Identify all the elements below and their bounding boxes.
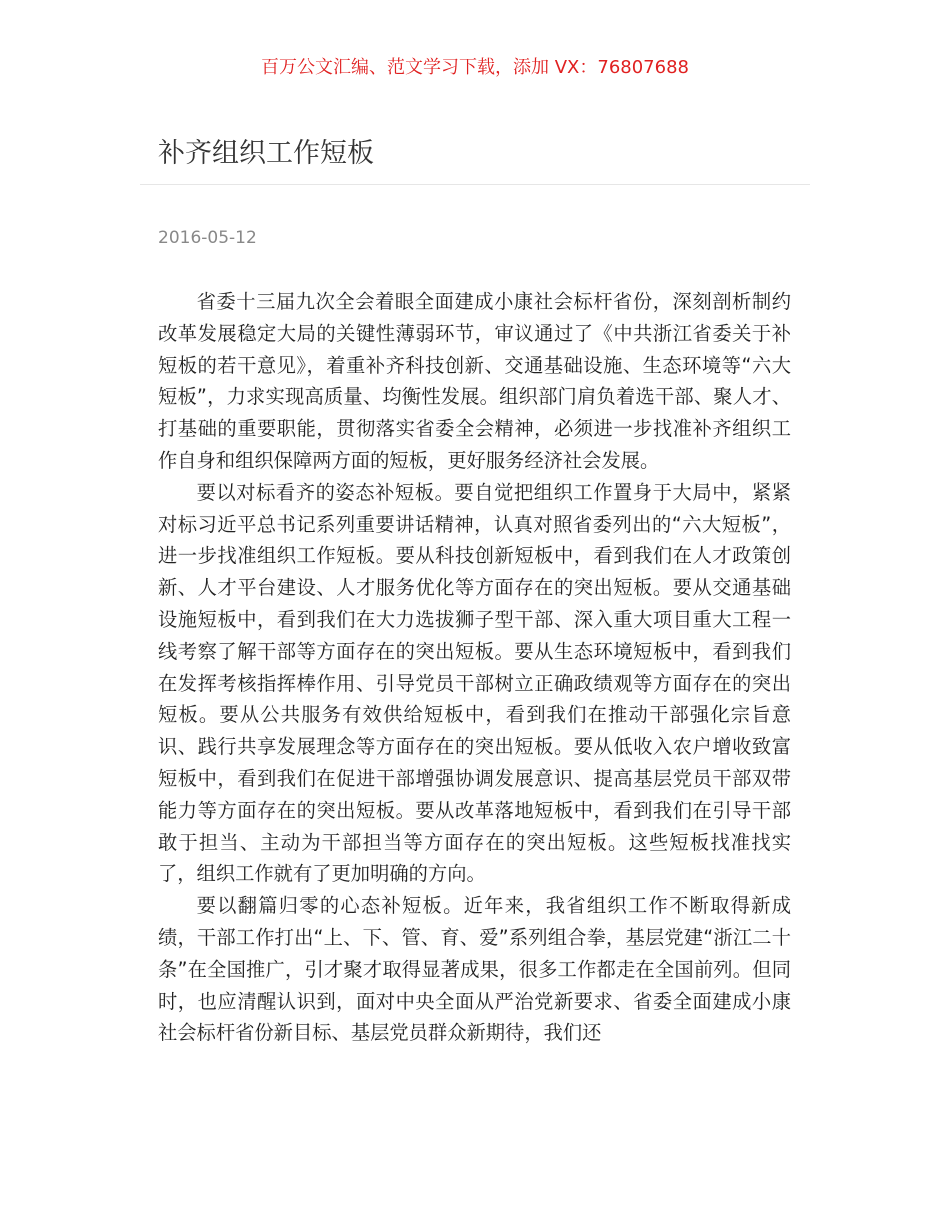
publish-date: 2016-05-12 <box>158 228 257 248</box>
article-title: 补齐组织工作短板 <box>158 138 374 169</box>
promo-banner: 百万公文汇编、范文学习下载，添加 VX：76807688 <box>261 57 689 78</box>
article-body <box>158 286 791 1049</box>
title-divider <box>140 184 810 185</box>
paragraph: 要以对标看齐的姿态补短板。要自觉把组织工作置身于大局中，紧紧对标习近平总书记系列重要讲话精神，认真对照省委列出的“六大短板”，进一步找准组织工作短板。要从科技创新短板中，看到我们在人才政策创新、人才平台建设、人才服务优化等方面存在的突出短板。要从交通基础设施短板中，看到我们在大力选拔狮子型干部、深入重大项目重大工程一线考察了解干部等方面存在的突出短板。要从生态环境短板中，看到我们在发挥考核指挥棒作用、引导党员干部树立正确政绩观等方面存在的突出短板。要从公共服务有效供给短板中，看到我们在推动干部强化宗旨意识、践行共享发展理念等方面存在的突出短板。要从低收入农户增收致富短板中，看到我们在促进干部增强协调发展意识、提高基层党员干部双带能力等方面存在的突出短板。要从改革落地短板中，看到我们在引导干部敢于担当、主动为干部担当等方面存在的突出短板。这些短板找准找实了，组织工作就有了更加明确的方向。 <box>158 480 791 886</box>
paragraph: 省委十三届九次全会着眼全面建成小康社会标杆省份，深刻剖析制约改革发展稳定大局的关键性薄弱环节，审议通过了《中共浙江省委关于补短板的若干意见》，着重补齐科技创新、交通基础设施、生态环境等“六大短板”，力求实现高质量、均衡性发展。组织部门肩负着选干部、聚人才、打基础的重要职能，贯彻落实省委全会精神，必须进一步找准补齐组织工作自身和组织保障两方面的短板，更好服务经济社会发展。 <box>158 290 791 472</box>
paragraph: 要以翻篇归零的心态补短板。近年来，我省组织工作不断取得新成绩，干部工作打出“上、下、管、育、爱”系列组合拳，基层党建“浙江二十条”在全国推广，引才聚才取得显著成果，很多工作都走在全国前列。但同时，也应清醒认识到，面对中央全面从严治党新要求、省委全面建成小康社会标杆省份新目标、基层党员群众新期待，我们还 <box>158 894 791 1045</box>
